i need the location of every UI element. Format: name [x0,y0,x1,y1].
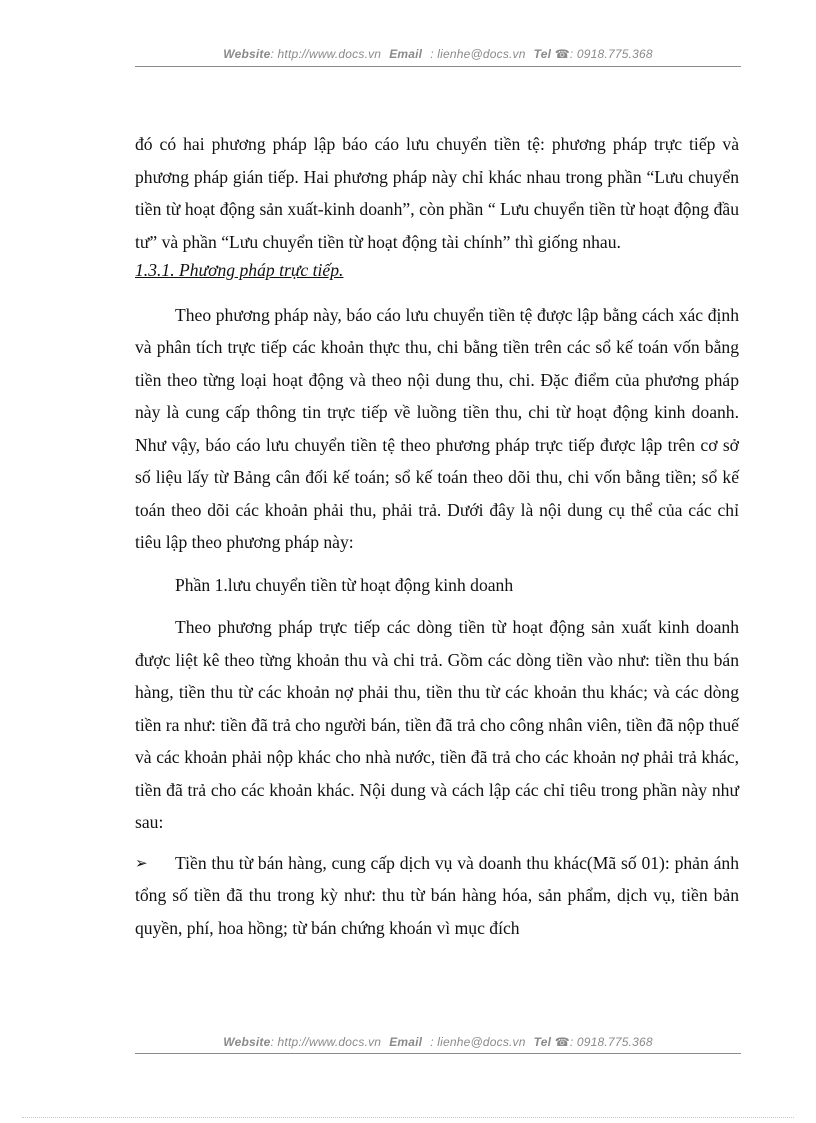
footer-rule [135,1053,741,1054]
paragraph-method: Theo phương pháp này, báo cáo lưu chuyển tiền tệ được lập bằng cách xác định và phân tích trực tiếp các khoản thực thu, chi bằng tiền trên các sổ kế toán vốn bằng tiền theo từng loại hoạt động và theo nội dung thu, chi. Đặc điểm của phương pháp này là cung cấp thông tin trực tiếp về luồng tiền thu, chi từ hoạt động kinh doanh. Như vậy, báo cáo lưu chuyển tiền tệ theo phương pháp trực tiếp được lập trên cơ sở số liệu lấy từ Bảng cân đối kế toán; sổ kế toán theo dõi thu, chi vốn bằng tiền; sổ kế toán theo dõi các khoản phải thu, phải trả. Dưới đây là nội dung cụ thể của các chỉ tiêu lập theo phương pháp này: [135,304,739,552]
footer-tel-number: : 0918.775.368 [569,1035,653,1049]
footer-website-label: Website [223,1035,271,1049]
phone-icon: ☎ [554,47,570,61]
header-website-url[interactable]: : http://www.docs.vn [270,47,382,61]
bullet-item [135,847,739,945]
page-footer [135,1035,741,1049]
paragraph-intro: đó có hai phương pháp lập báo cáo lưu chuyển tiền tệ: phương pháp trực tiếp và phương pháp gián tiếp. Hai phương pháp này chỉ khác nhau trong phần “Lưu chuyển tiền từ hoạt động sản xuất-kinh doanh”, còn phần “ Lưu chuyển tiền từ hoạt động đầu tư” và phần “Lưu chuyển tiền từ hoạt động tài chính” thì giống nhau. [135,134,739,252]
page-header [135,47,741,61]
phone-icon: ☎ [554,1035,570,1049]
header-tel-label: Tel [533,47,552,61]
footer-website-url[interactable]: : http://www.docs.vn [270,1035,382,1049]
footer-tel-label: Tel [533,1035,552,1049]
footer-email-address[interactable]: : lienhe@docs.vn [430,1035,526,1049]
section-heading: 1.3.1. Phương pháp trực tiếp. [135,260,344,280]
part-heading: Phần 1.lưu chuyển tiền từ hoạt động kinh doanh [175,574,514,595]
document-body [135,128,739,944]
arrow-bullet-icon: ➢ [135,853,148,872]
bullet-text: Tiền thu từ bán hàng, cung cấp dịch vụ và doanh thu khác(Mã số 01): phản ánh tổng số tiền đã thu trong kỳ như: thu từ bán hàng hóa, sản phẩm, dịch vụ, tiền bản quyền, phí, hoa hồng; từ bán chứng khoán vì mục đích [135,852,739,938]
header-email-label: Email [389,47,423,61]
page-edge [22,1117,794,1118]
paragraph-cashflows: Theo phương pháp trực tiếp các dòng tiền từ hoạt động sản xuất kinh doanh được liệt kê theo từng khoản thu và chi trả. Gồm các dòng tiền vào như: tiền thu bán hàng, tiền thu từ các khoản nợ phải thu, tiền thu từ các khoản thu khác; và các dòng tiền ra như: tiền đã trả cho người bán, tiền đã trả cho công nhân viên, tiền đã nộp thuế và các khoản phải nộp khác cho nhà nước, tiền đã trả cho các khoản nợ phải trả khác, tiền đã trả cho các khoản khác. Nội dung và cách lập các chỉ tiêu trong phần này như sau: [135,617,739,832]
header-email-address[interactable]: : lienhe@docs.vn [430,47,526,61]
footer-email-label: Email [389,1035,423,1049]
header-website-label: Website [223,47,271,61]
header-rule [135,66,741,67]
header-tel-number: : 0918.775.368 [569,47,653,61]
